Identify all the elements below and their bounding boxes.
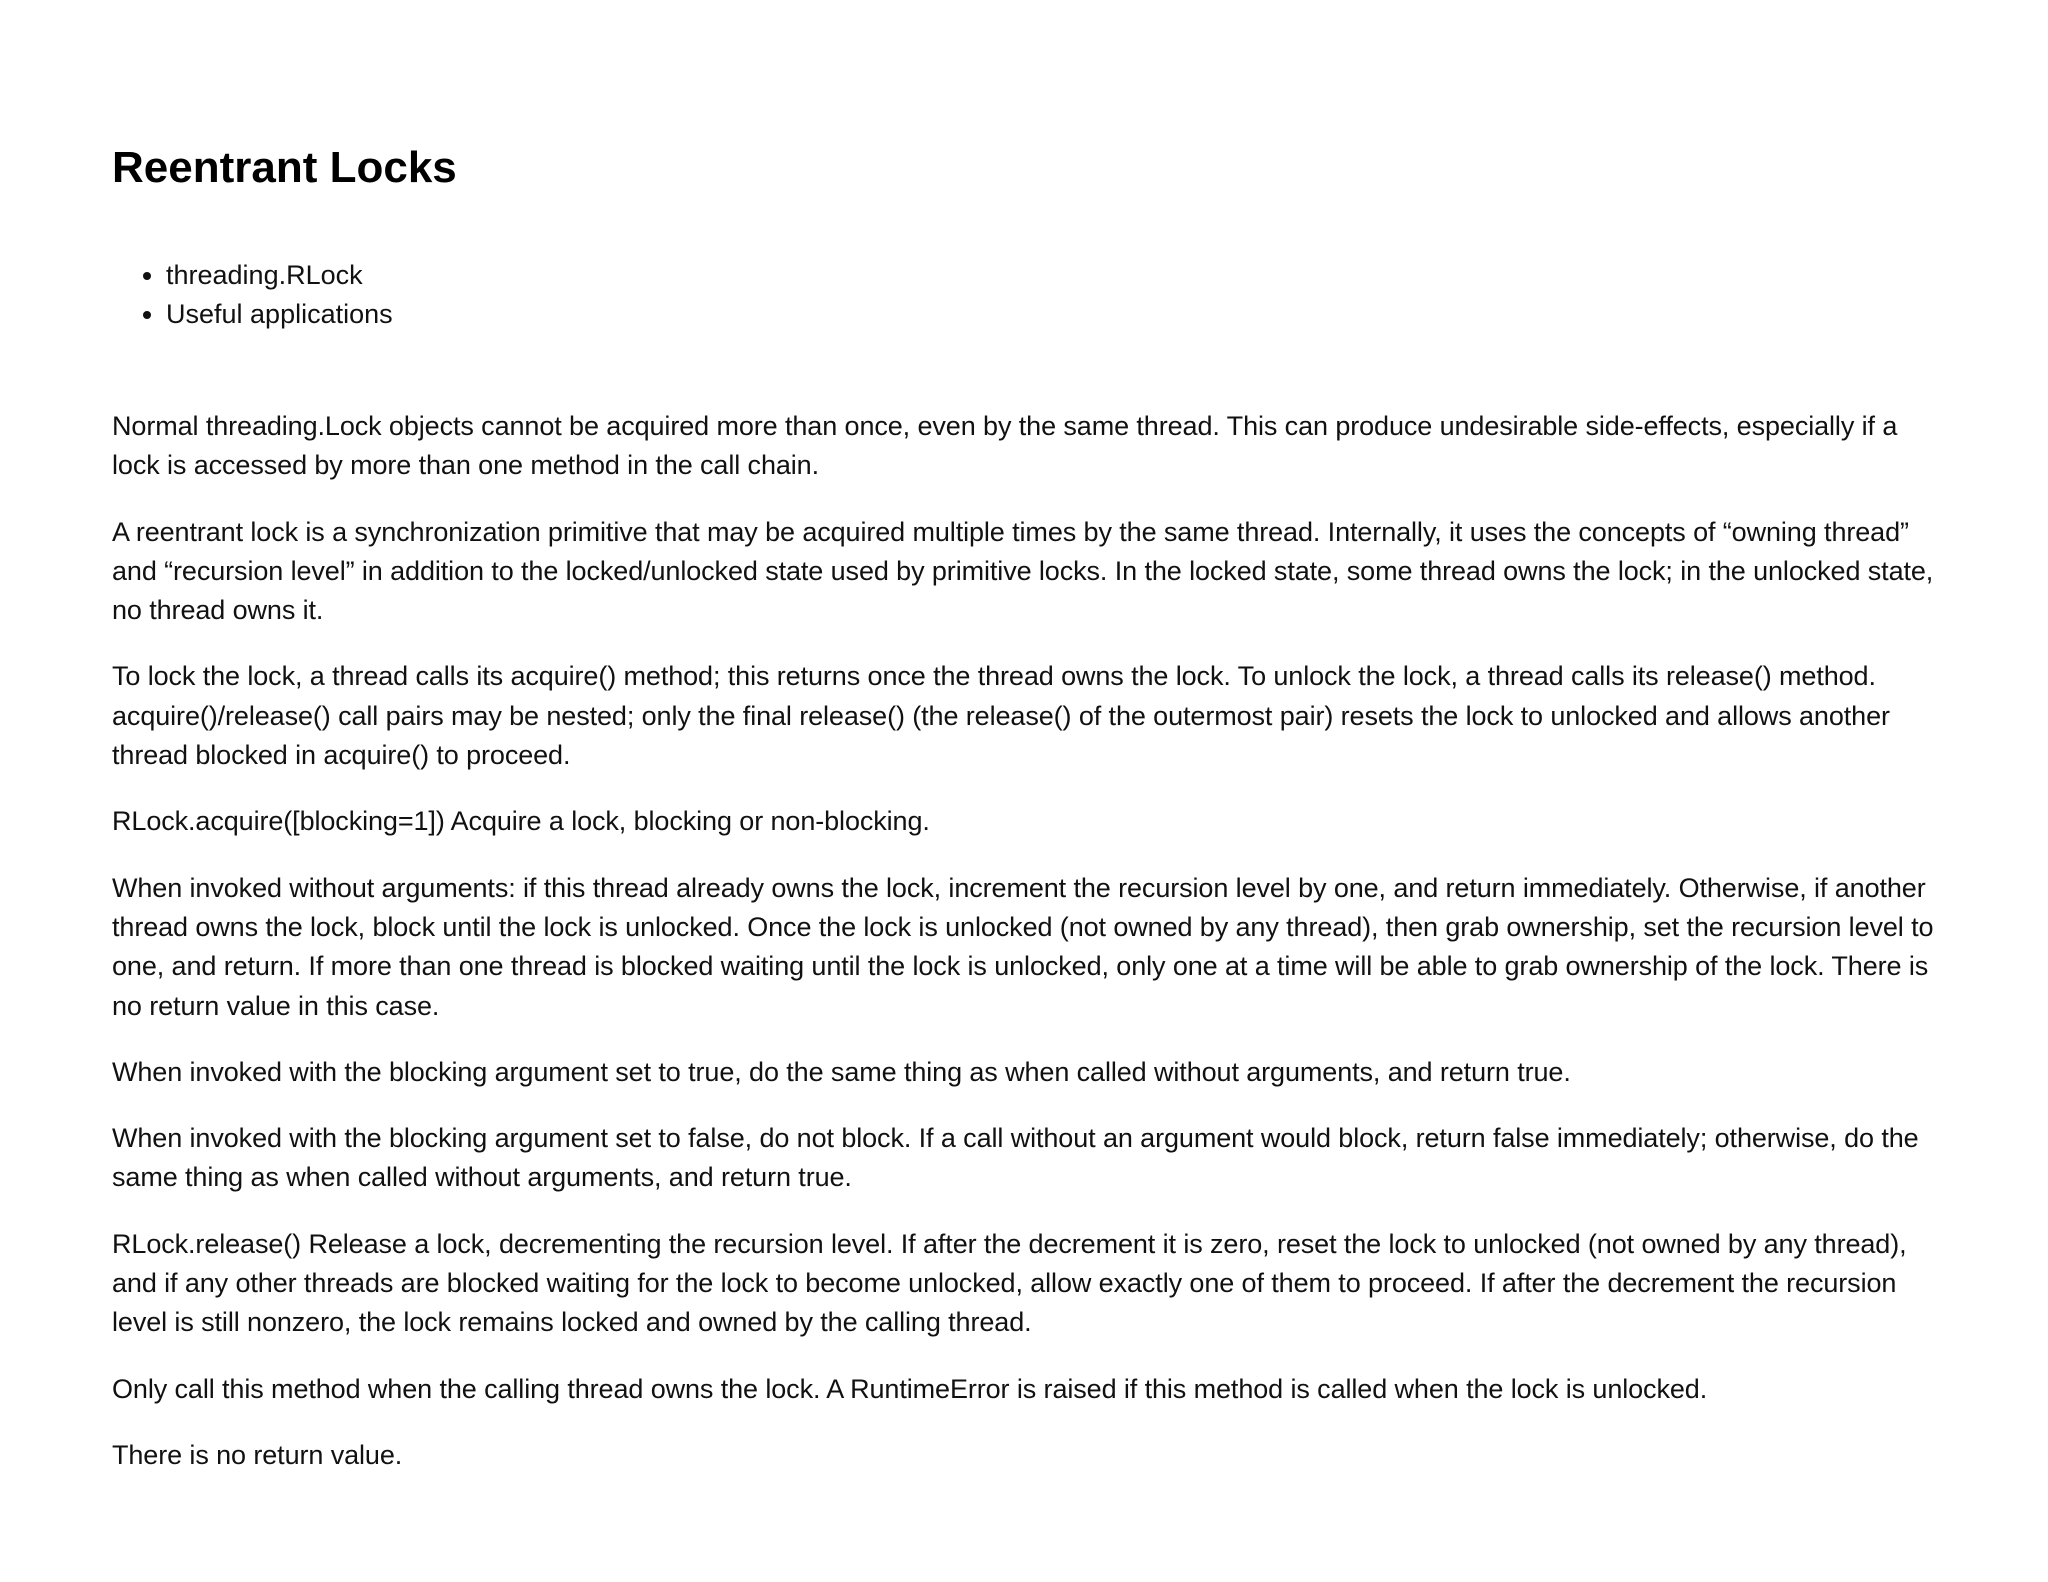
topic-list — [112, 256, 1938, 334]
document-body — [112, 407, 1938, 1475]
paragraph: There is no return value. — [112, 1439, 403, 1470]
paragraph: Normal threading.Lock objects cannot be acquired more than once, even by the same thread. This can produce undesirable side-effects, especially if a lock is accessed by more than one method in the call chain. — [112, 411, 1898, 481]
paragraph: To lock the lock, a thread calls its acquire() method; this returns once the thread owns the lock. To unlock the lock, a thread calls its release() method. acquire()/release() call pairs may be nested; only the final release() (the release() of the outermost pair) resets the lock to unlocked and allows another thread blocked in acquire() to proceed. — [112, 661, 1890, 771]
paragraph: When invoked without arguments: if this thread already owns the lock, increment the recursion level by one, and return immediately. Otherwise, if another thread owns the lock, block until the lock is unlocked. Once the lock is unlocked (not owned by any thread), then grab ownership, set the recursion level to one, and return. If more than one thread is blocked waiting until the lock is unlocked, only one at a time will be able to grab ownership of the lock. There is no return value in this case. — [112, 872, 1934, 1021]
paragraph: Only call this method when the calling thread owns the lock. A RuntimeError is raised if this method is called when the lock is unlocked. — [112, 1373, 1708, 1404]
paragraph: When invoked with the blocking argument set to true, do the same thing as when called without arguments, and return true. — [112, 1056, 1571, 1087]
topic-item: • Useful applications — [166, 295, 1938, 334]
page-title: Reentrant Locks — [112, 143, 457, 192]
paragraph: RLock.release() Release a lock, decrementing the recursion level. If after the decrement it is zero, reset the lock to unlocked (not owned by any thread), and if any other threads are blocked waiting for the lock to become unlocked, allow exactly one of them to proceed. If after the decrement the recursion level is still nonzero, the lock remains locked and owned by the calling thread. — [112, 1228, 1907, 1338]
paragraph: RLock.acquire([blocking=1]) Acquire a lock, blocking or non-blocking. — [112, 806, 930, 837]
paragraph: A reentrant lock is a synchronization primitive that may be acquired multiple times by the same thread. Internally, it uses the concepts of “owning thread” and “recursion level” in addition to the locked/unlocked state used by primitive locks. In the locked state, some thread owns the lock; in the unlocked state, no thread owns it. — [112, 516, 1934, 626]
topic-item: • threading.RLock — [166, 256, 1938, 295]
paragraph: When invoked with the blocking argument set to false, do not block. If a call without an argument would block, return false immediately; otherwise, do the same thing as when called without arguments, and return true. — [112, 1123, 1919, 1193]
